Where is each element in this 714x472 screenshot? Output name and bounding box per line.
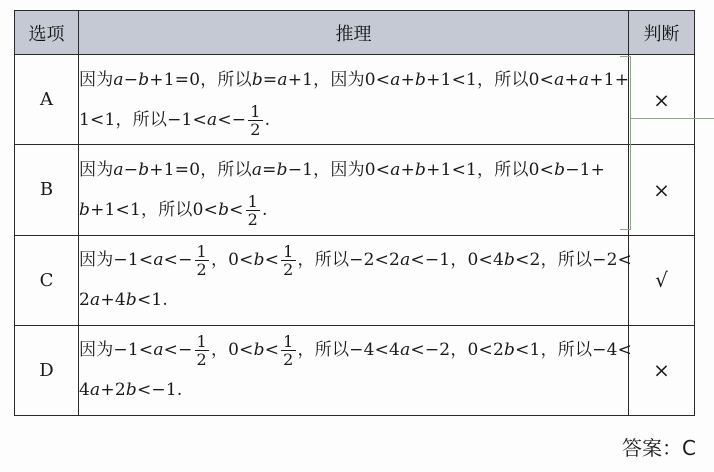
fraction: $\frac{1}{2}$ bbox=[196, 242, 207, 280]
fraction: $\frac{1}{2}$ bbox=[247, 191, 259, 229]
reasoning-line: 因为−1<a<− $\frac{1}{2}$ ，0<b< $\frac{1}{2}$ ，所以−4<4a<−2，0<2b<1，所以−4< bbox=[79, 332, 633, 370]
judgment-mark: × bbox=[629, 145, 695, 235]
reasoning-cell bbox=[79, 325, 633, 415]
margin-bracket-mark bbox=[620, 56, 631, 230]
reasoning-cell bbox=[79, 55, 629, 145]
margin-guide-line bbox=[630, 118, 714, 119]
reasoning-cell bbox=[79, 235, 633, 325]
reasoning-line: 1<1，所以−1<a<− $\frac{1}{2}$ . bbox=[79, 101, 271, 139]
reasoning-table bbox=[14, 10, 695, 416]
option-label: A bbox=[15, 55, 79, 145]
judgment-mark: × bbox=[629, 55, 695, 145]
judgment-mark: √ bbox=[629, 235, 695, 325]
reasoning-line: 4a+2b<−1. bbox=[79, 380, 183, 401]
fraction: $\frac{1}{2}$ bbox=[196, 332, 207, 370]
header-judgment: 判断 bbox=[629, 11, 695, 55]
header-reasoning: 推理 bbox=[79, 11, 629, 55]
reasoning-line: 因为a−b+1=0，所以a=b−1，因为0<a+b+1<1，所以0<b−1+ bbox=[79, 159, 606, 180]
header-row bbox=[15, 11, 695, 55]
table-row bbox=[15, 235, 695, 325]
table-row bbox=[15, 145, 695, 235]
answer-label: 答案：C bbox=[622, 436, 696, 460]
reasoning-cell bbox=[79, 145, 629, 235]
reasoning-line: 因为−1<a<− $\frac{1}{2}$ ，0<b< $\frac{1}{2}$ ，所以−2<2a<−1，0<4b<2，所以−2< bbox=[79, 242, 633, 280]
reasoning-line: b+1<1，所以0<b< $\frac{1}{2}$ . bbox=[79, 191, 268, 229]
reasoning-line: 2a+4b<1. bbox=[79, 290, 169, 311]
option-label: C bbox=[15, 235, 79, 325]
table-row bbox=[15, 325, 695, 415]
option-label: D bbox=[15, 325, 79, 415]
judgment-mark: × bbox=[629, 325, 695, 415]
table-row bbox=[15, 55, 695, 145]
header-option: 选项 bbox=[15, 11, 79, 55]
reasoning-line: 因为a−b+1=0，所以b=a+1，因为0<a+b+1<1，所以0<a+a+1+ bbox=[79, 69, 630, 90]
fraction: $\frac{1}{2}$ bbox=[250, 101, 261, 139]
option-label: B bbox=[15, 145, 79, 235]
fraction: $\frac{1}{2}$ bbox=[283, 332, 294, 370]
fraction: $\frac{1}{2}$ bbox=[283, 242, 294, 280]
